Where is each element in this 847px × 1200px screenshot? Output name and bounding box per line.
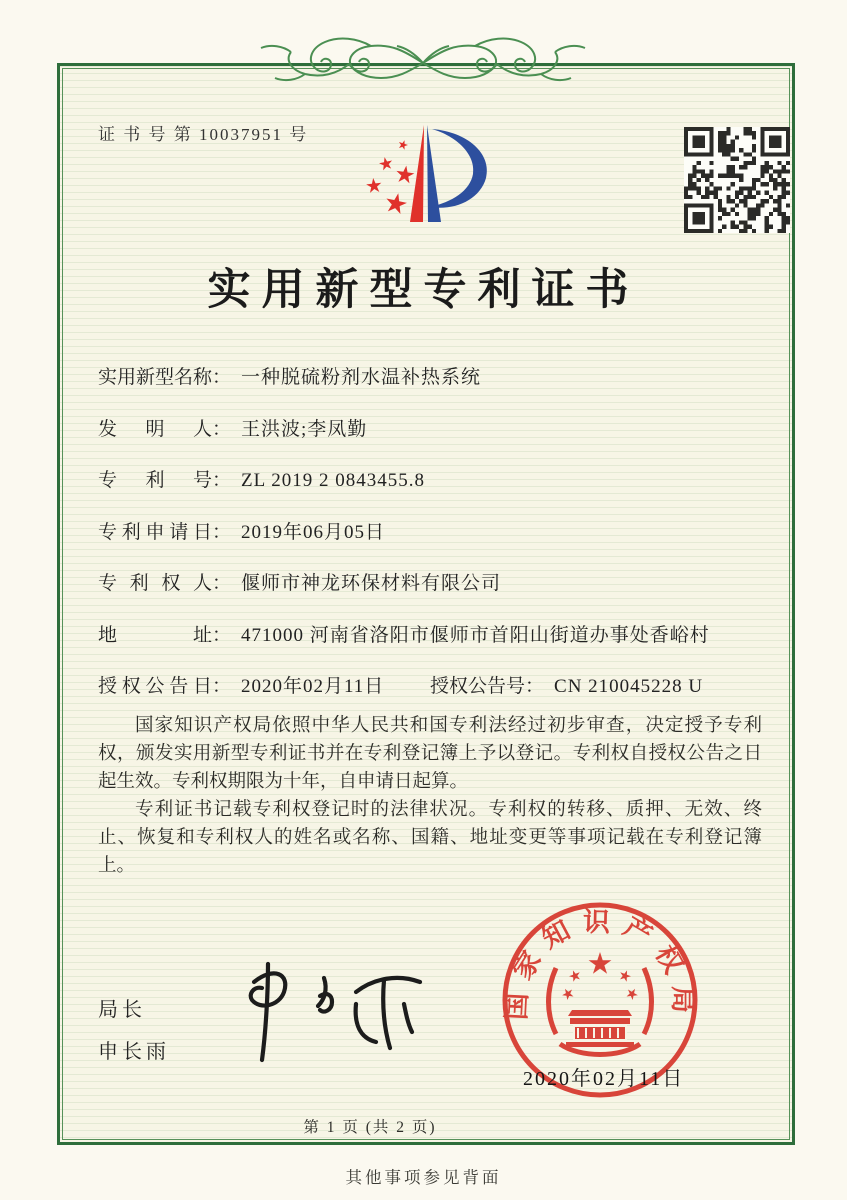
field-label: 专利号 bbox=[98, 470, 212, 491]
field-label: 授权公告日 bbox=[98, 676, 212, 697]
field-list bbox=[98, 362, 778, 723]
field-inventor bbox=[98, 414, 778, 440]
field-value: 王洪波;李凤勤 bbox=[241, 418, 368, 440]
field-colon: ： bbox=[212, 418, 232, 440]
field-grant-row bbox=[98, 671, 778, 697]
field-value: 2020年02月11日 bbox=[241, 676, 385, 697]
field-label: 实用新型名称 bbox=[98, 367, 213, 388]
qr-code bbox=[684, 127, 790, 233]
field-value: ZL 2019 2 0843455.8 bbox=[241, 470, 426, 491]
certificate-number: 证 书 号 第 10037951 号 bbox=[98, 125, 309, 144]
page-number: 第 1 页 (共 2 页) bbox=[303, 1119, 437, 1136]
field-value: 偃师市神龙环保材料有限公司 bbox=[241, 573, 502, 594]
field-patentee bbox=[98, 568, 778, 594]
legal-paragraph-1: 国家知识产权局依照中华人民共和国专利法经过初步审查，决定授予专利权，颁发实用新型专利证书并在专利登记簿上予以登记。专利权自授权公告之日起生效。专利权期限为十年，自申请日起算。 bbox=[98, 716, 762, 792]
cnipa-logo-icon bbox=[350, 114, 500, 242]
director-name: 申长雨 bbox=[98, 1041, 170, 1063]
field-value: 471000 河南省洛阳市偃师市首阳山街道办事处香峪村 bbox=[241, 624, 710, 646]
svg-text:国家知识产权局: 国家知识产权局 bbox=[501, 906, 699, 1024]
field-value: CN 210045228 U bbox=[554, 676, 704, 697]
field-colon: ： bbox=[212, 521, 232, 543]
field-utility-model-name bbox=[98, 362, 778, 388]
field-address bbox=[98, 620, 778, 646]
field-grant-number bbox=[430, 671, 703, 698]
director-signature bbox=[228, 952, 438, 1067]
field-value: 一种脱硫粉剂水温补热系统 bbox=[241, 367, 482, 388]
field-label: 专利申请日 bbox=[98, 521, 212, 543]
field-colon: ： bbox=[212, 573, 232, 594]
field-colon: ： bbox=[212, 367, 232, 388]
field-colon: ： bbox=[212, 676, 232, 697]
director-title: 局长 bbox=[98, 999, 146, 1021]
field-label: 专利权人 bbox=[98, 573, 212, 594]
field-label: 发明人 bbox=[98, 418, 212, 440]
field-label: 授权公告号 bbox=[430, 676, 526, 697]
back-note: 其他事项参见背面 bbox=[345, 1168, 502, 1187]
seal-date: 2020年02月11日 bbox=[523, 1068, 685, 1090]
field-grant-date bbox=[98, 676, 384, 697]
flourish-ornament-icon bbox=[253, 30, 593, 96]
field-colon: ： bbox=[212, 470, 232, 491]
field-patent-number bbox=[98, 465, 778, 491]
field-colon: ： bbox=[525, 676, 545, 697]
certificate-title: 实用新型专利证书 bbox=[207, 267, 640, 314]
field-colon: ： bbox=[212, 624, 232, 646]
legal-text bbox=[98, 712, 762, 880]
legal-paragraph-2: 专利证书记载专利权登记时的法律状况。专利权的转移、质押、无效、终止、恢复和专利权人的姓名或名称、国籍、地址变更等事项记载在专利登记簿上。 bbox=[98, 800, 762, 876]
field-value: 2019年06月05日 bbox=[241, 521, 386, 543]
field-application-date bbox=[98, 517, 778, 543]
national-emblem-icon bbox=[549, 952, 652, 1055]
field-label: 地址 bbox=[98, 624, 212, 646]
